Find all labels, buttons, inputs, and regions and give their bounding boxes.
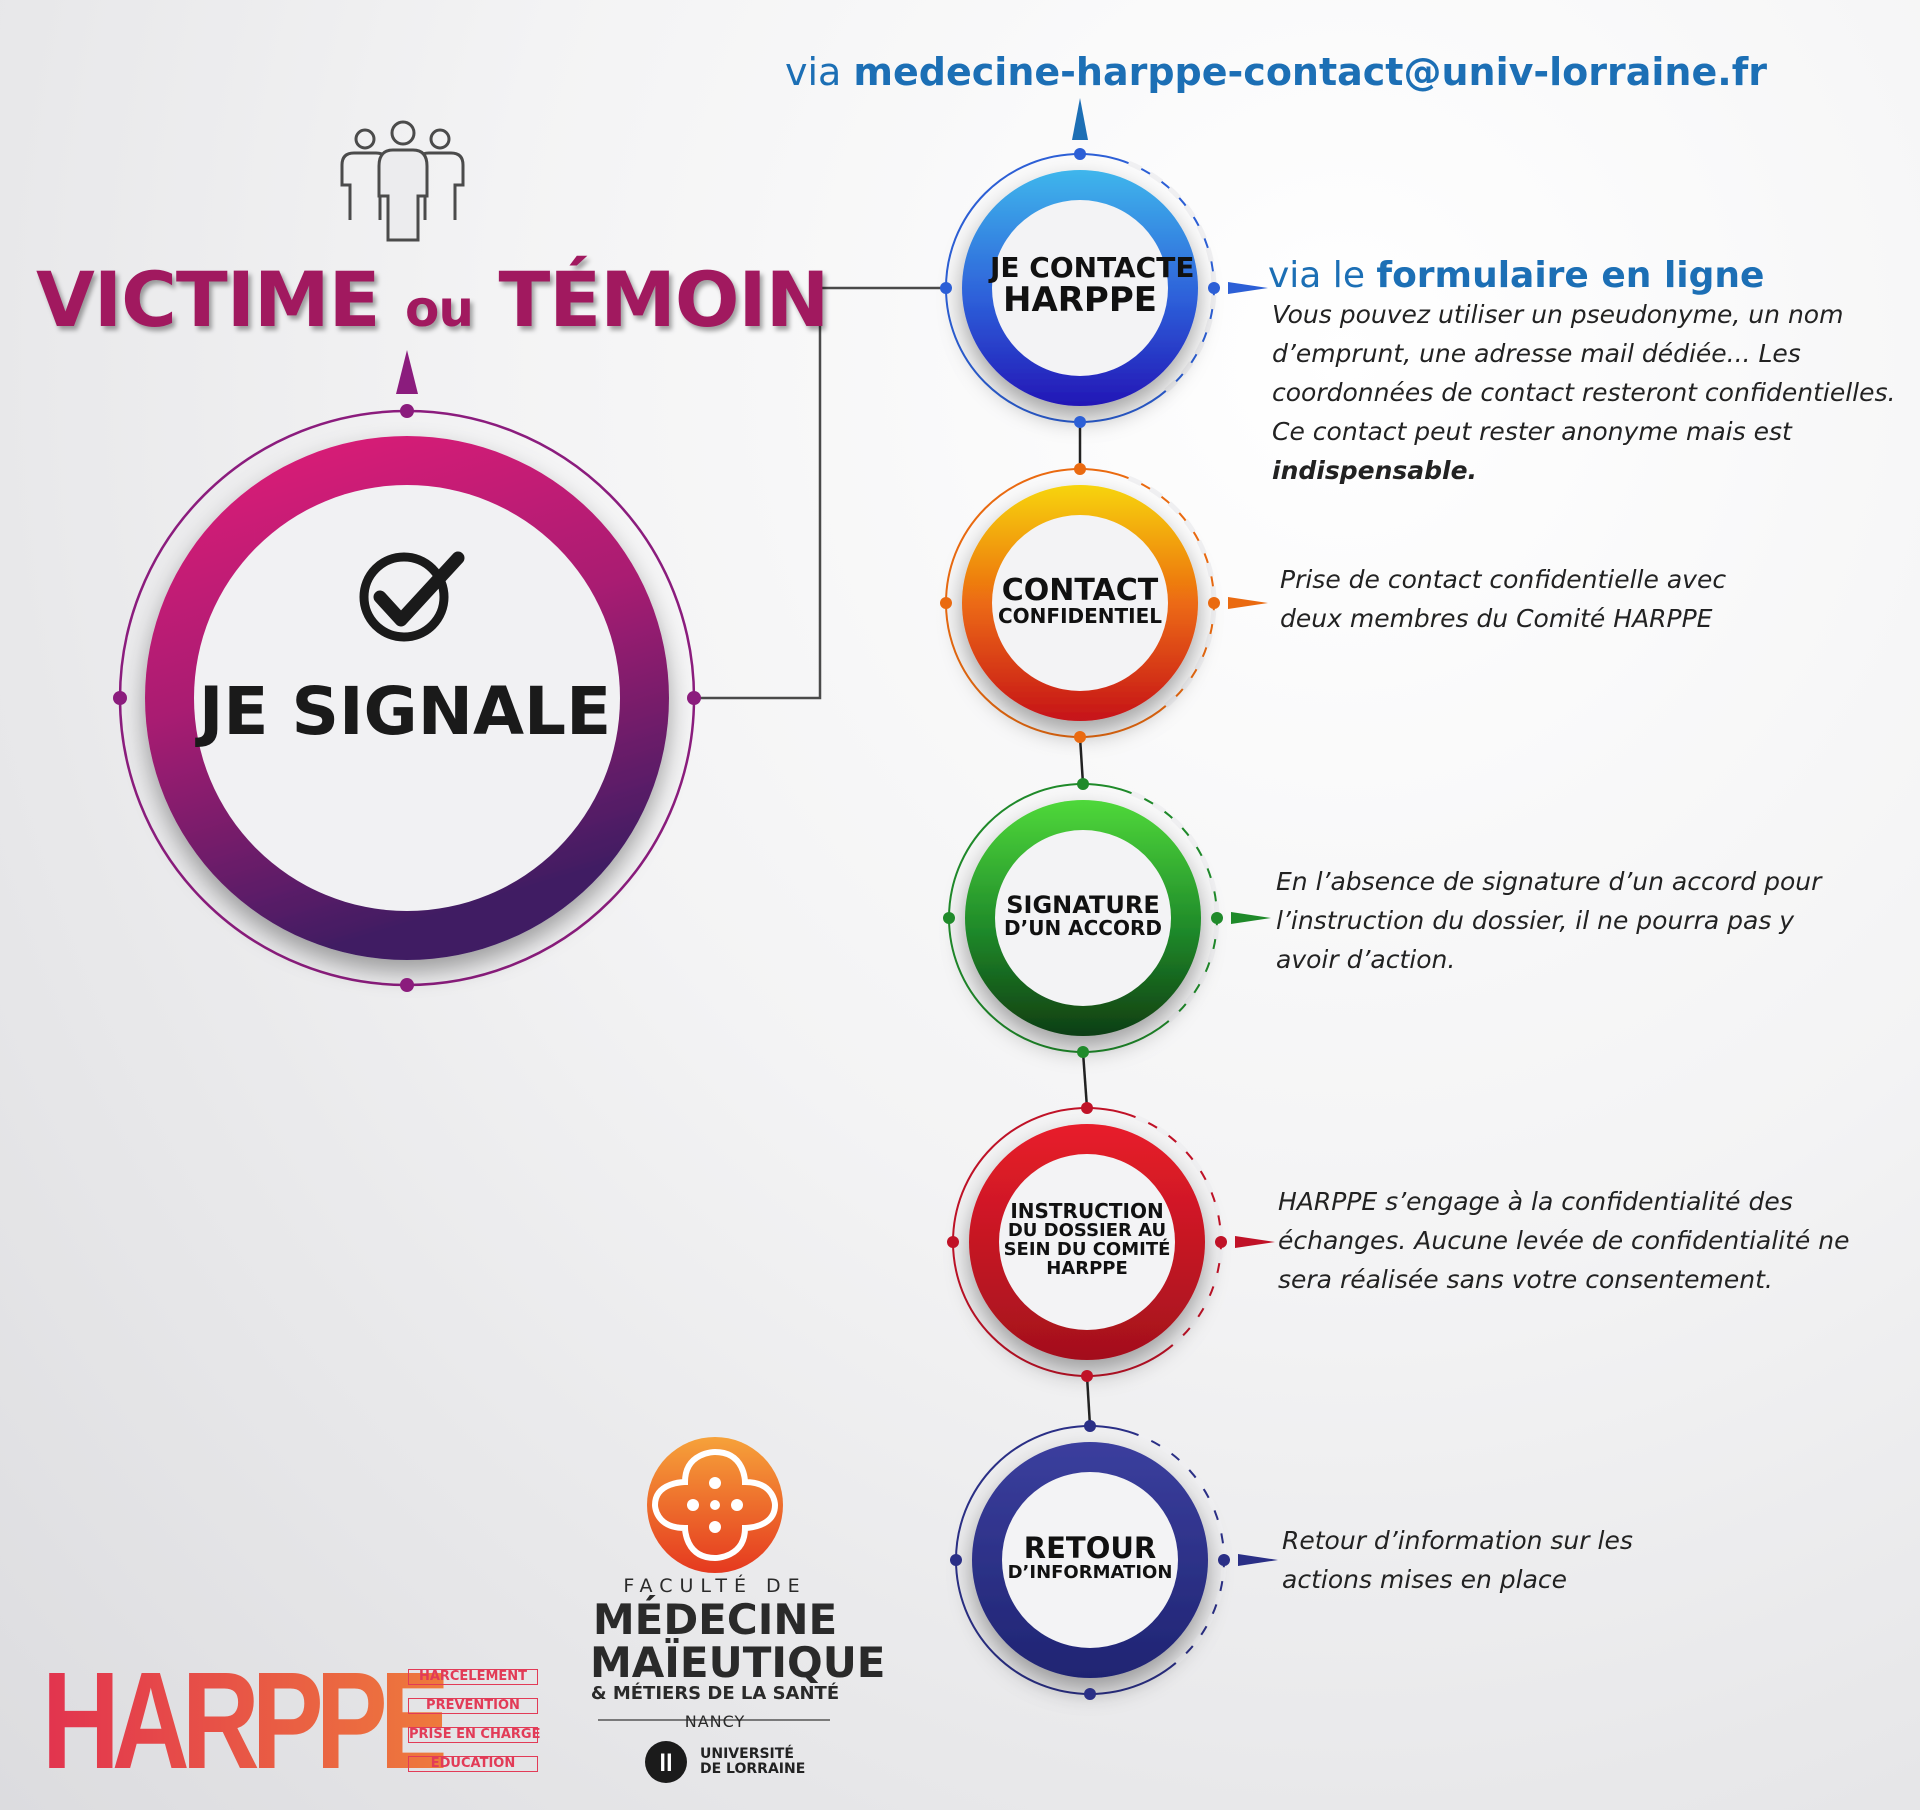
- faculty-line-5: NANCY: [684, 1712, 746, 1731]
- step-4-label: [997, 1201, 1177, 1279]
- step-pointer-arrow: [1231, 912, 1271, 924]
- step-pointer-arrow: [1228, 597, 1268, 609]
- step-label-line: SIGNATURE: [1006, 890, 1160, 919]
- step-dot: [1211, 912, 1223, 924]
- main-dot-top: [400, 404, 414, 418]
- center-label: JE SIGNALE: [198, 673, 612, 750]
- step-dot: [1081, 1102, 1093, 1114]
- step-label-line: JE CONTACTE: [990, 251, 1195, 285]
- step-pointer-arrow: [1228, 282, 1268, 294]
- page-title: VICTIME ou TÉMOIN: [36, 255, 829, 344]
- form-link-title[interactable]: via le formulaire en ligne: [1268, 255, 1765, 296]
- email-arrow-up: [1072, 98, 1088, 140]
- harppe-tag-2: PREVENTION: [408, 1698, 538, 1714]
- step-dot: [1074, 416, 1086, 428]
- svg-text:ll: ll: [659, 1750, 673, 1777]
- step-2-label: [990, 572, 1170, 629]
- main-dot-bottom: [400, 978, 414, 992]
- step-2-description: Prise de contact confidentielle avec deux membres du Comité HARPPE: [1280, 565, 1727, 633]
- step-dot: [1208, 597, 1220, 609]
- harppe-tag-3: PRISE EN CHARGE: [409, 1727, 541, 1742]
- step-label-line: D’INFORMATION: [1007, 1561, 1173, 1583]
- step-label-line: SEIN DU COMITÉ: [1003, 1239, 1171, 1261]
- harppe-tag-4: EDUCATION: [408, 1756, 538, 1772]
- step-dot: [1215, 1236, 1227, 1248]
- step-pointer-arrow: [1238, 1554, 1278, 1566]
- step-dot: [943, 912, 955, 924]
- step-label-line: CONTACT: [1001, 572, 1159, 608]
- form-description: Vous pouvez utiliser un pseudonyme, un nom d’emprunt, une adresse mail dédiée... Les coordonnées de contact resteront confidentielles. Ce contact peut rester anonyme mais est indispensable.: [1272, 300, 1896, 485]
- step-dot: [1077, 778, 1089, 790]
- step-connector: [1083, 1052, 1087, 1108]
- step-label-line: HARPPE: [1046, 1257, 1128, 1279]
- step-connector: [1080, 737, 1083, 784]
- step-3-label: [993, 890, 1173, 941]
- faculty-line-3: MAÏEUTIQUE: [590, 1638, 886, 1687]
- main-dot-right: [687, 691, 701, 705]
- main-dot-left: [113, 691, 127, 705]
- step-dot: [1084, 1420, 1096, 1432]
- university-logo-mark: [645, 1741, 687, 1783]
- step-dot: [1081, 1370, 1093, 1382]
- step-dot: [1218, 1554, 1230, 1566]
- step-4-description: HARPPE s’engage à la confidentialité des échanges. Aucune levée de confidentialité ne sera réalisée sans votre consentement.: [1278, 1187, 1850, 1294]
- step-5-label: [1000, 1533, 1180, 1582]
- step-label-line: INSTRUCTION: [1010, 1199, 1164, 1224]
- faculty-line-4: & MÉTIERS DE LA SANTÉ: [590, 1683, 840, 1704]
- step-label-line: RETOUR: [1023, 1531, 1157, 1566]
- step-dot: [947, 1236, 959, 1248]
- step-label-line: CONFIDENTIEL: [997, 604, 1162, 629]
- step-3-description: En l’absence de signature d’un accord pour l’instruction du dossier, il ne pourra pas y avoir d’action.: [1276, 867, 1822, 974]
- step-1-label: [990, 251, 1195, 320]
- main-signale-node: [113, 350, 701, 992]
- faculty-line-1: FACULTÉ DE: [623, 1575, 807, 1597]
- step-dot: [940, 282, 952, 294]
- people-icon: [342, 122, 463, 240]
- step-dot: [1074, 148, 1086, 160]
- university-name: UNIVERSITÉ DE LORRAINE: [700, 1746, 806, 1777]
- faculty-logo-emblem: [647, 1437, 783, 1573]
- step-5-description: Retour d’information sur les actions mises en place: [1282, 1526, 1633, 1594]
- step-label-line: DU DOSSIER AU: [1007, 1220, 1167, 1242]
- step-dot: [950, 1554, 962, 1566]
- step-dot: [1074, 731, 1086, 743]
- step-dot: [1074, 463, 1086, 475]
- step-label-line: D’UN ACCORD: [1004, 916, 1162, 941]
- harppe-logo: HARPPE: [42, 1644, 444, 1798]
- step-dot: [1084, 1688, 1096, 1700]
- step-label-line: HARPPE: [1002, 279, 1157, 320]
- main-arrow-up: [396, 350, 418, 394]
- connector-main-to-contact: [692, 288, 948, 698]
- step-dot: [940, 597, 952, 609]
- harppe-tag-1: HARCELEMENT: [408, 1669, 538, 1685]
- email-contact[interactable]: via medecine-harppe-contact@univ-lorraine.fr: [785, 50, 1767, 94]
- step-dot: [1208, 282, 1220, 294]
- step-dot: [1077, 1046, 1089, 1058]
- step-connector: [1087, 1376, 1090, 1426]
- step-pointer-arrow: [1235, 1236, 1275, 1248]
- faculty-line-2: MÉDECINE: [592, 1595, 838, 1644]
